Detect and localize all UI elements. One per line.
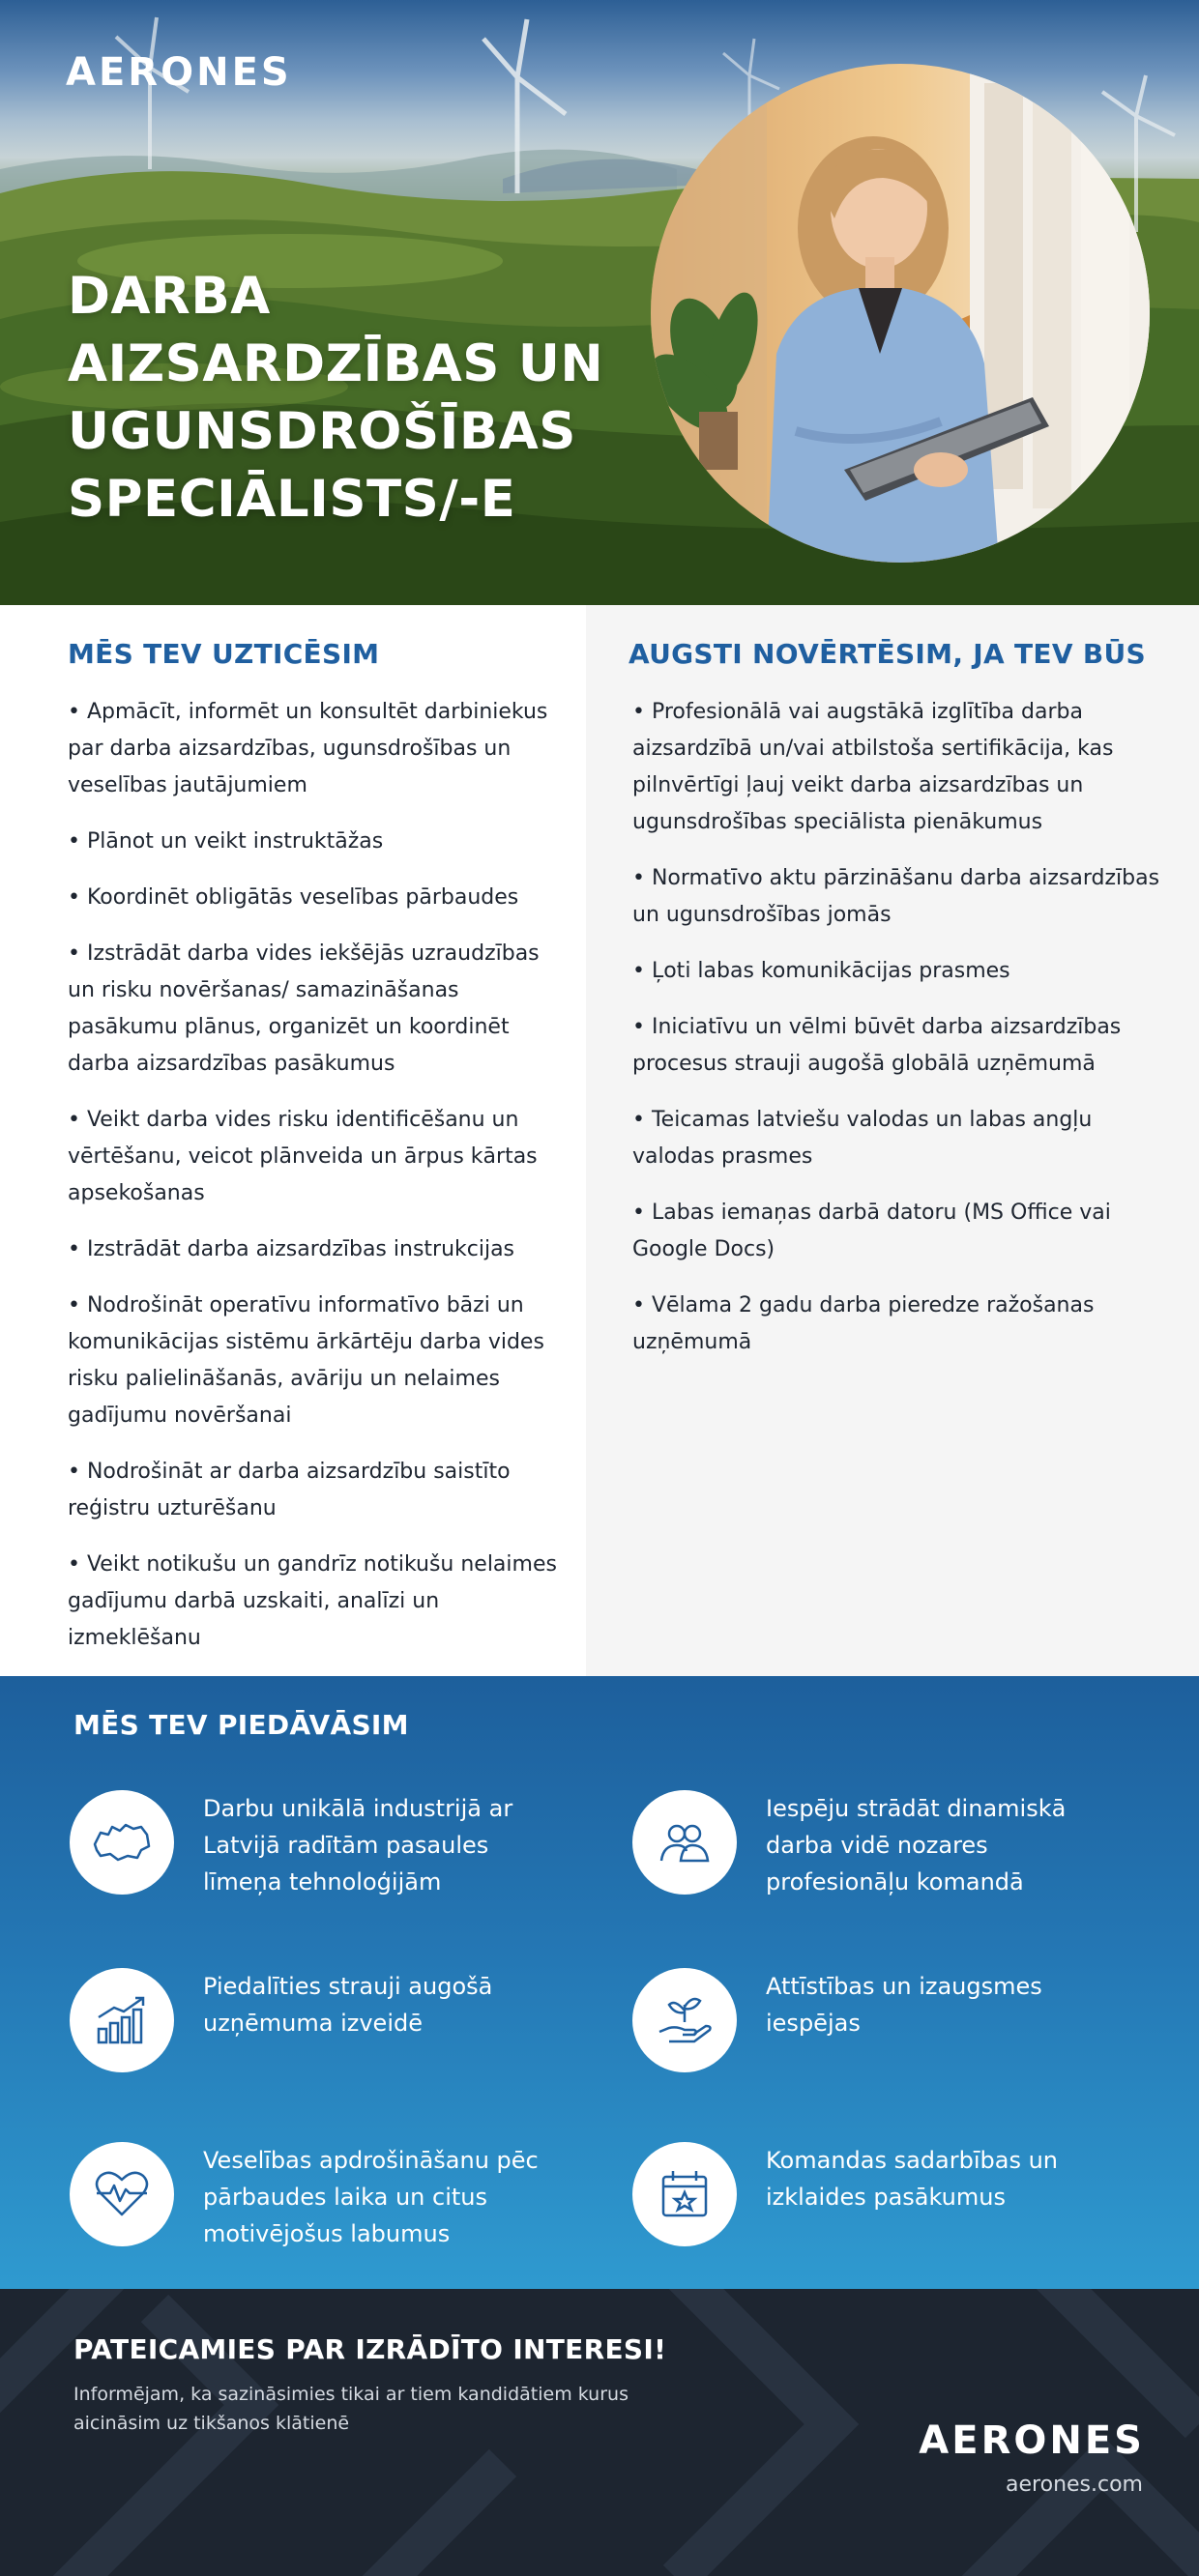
benefit-text: Iespēju strādāt dinamiskā darba vidē nozares profesionāļu komandā <box>766 1795 1067 1896</box>
requirements-heading: AUGSTI NOVĒRTĒSIM, JA TEV BŪS <box>629 638 1147 670</box>
benefit-item <box>70 1968 572 2074</box>
benefit-item <box>632 1790 1135 1896</box>
job-title-line: DARBA <box>68 267 271 326</box>
list-item: • Nodrošināt ar darba aizsardzību saistīto reģistru uzturēšanu <box>68 1460 511 1520</box>
job-title-line: SPECIĀLISTS/-E <box>68 470 516 529</box>
footer <box>0 2289 1199 2576</box>
growth-chart-icon <box>70 1968 174 2072</box>
job-title-line: AIZSARDZĪBAS UN <box>68 334 604 393</box>
heart-pulse-icon <box>70 2142 174 2246</box>
list-item: • Apmācīt, informēt un konsultēt darbiniekus par darba aizsardzības, ugunsdrošības un veselības jautājumiem <box>68 700 548 797</box>
job-details <box>0 605 1199 1676</box>
list-item: • Izstrādāt darba vides iekšējās uzraudzības un risku novēršanas/ samazināšanas pasākumu plānus, organizēt un koordinēt darba aizsardzības pasākumus <box>68 941 540 1076</box>
footer-heading: PATEICAMIES PAR IZRĀDĪTO INTERESI! <box>73 2333 667 2365</box>
list-item: • Normatīvo aktu pārzināšanu darba aizsardzības un ugunsdrošības jomās <box>632 866 1160 927</box>
list-item: • Iniciatīvu un vēlmi būvēt darba aizsardzības procesus strauji augošā globālā uzņēmumā <box>632 1015 1122 1076</box>
benefit-item <box>632 1968 1135 2074</box>
list-item: • Labas iemaņas darbā datoru (MS Office vai Google Docs) <box>632 1201 1111 1261</box>
benefit-text: Veselības apdrošināšanu pēc pārbaudes laika un citus motivējošus labumus <box>203 2147 539 2247</box>
list-item: • Ļoti labas komunikācijas prasmes <box>632 959 1010 983</box>
requirements-list <box>632 694 1174 1380</box>
job-title-line: UGUNSDROŠĪBAS <box>68 402 576 461</box>
responsibilities-heading: MĒS TEV UZTICĒSIM <box>68 638 380 670</box>
responsibilities-list <box>68 694 570 1676</box>
plant-hand-icon <box>632 1968 737 2072</box>
calendar-star-icon <box>632 2142 737 2246</box>
list-item: • Plānot un veikt instruktāžas <box>68 829 384 854</box>
list-item: • Nodrošināt operatīvu informatīvo bāzi un komunikācijas sistēmu ārkārtēju darba vides risku palielināšanās, avāriju un nelaimes gadījumu novēršanai <box>68 1293 544 1428</box>
benefit-item <box>70 2142 572 2248</box>
website-link[interactable]: aerones.com <box>1006 2473 1143 2497</box>
responsibilities-column <box>0 605 586 1676</box>
benefit-text: Attīstības un izaugsmes iespējas <box>766 1973 1042 2037</box>
benefit-text: Piedalīties strauji augošā uzņēmuma izveidē <box>203 1973 493 2037</box>
benefit-item <box>632 2142 1135 2248</box>
list-item: • Izstrādāt darba aizsardzības instrukcijas <box>68 1237 515 1261</box>
list-item: • Veikt darba vides risku identificēšanu un vērtēšanu, veicot plānveida un ārpus kārtas apsekošanas <box>68 1108 538 1205</box>
benefit-text: Darbu unikālā industrijā ar Latvijā radītām pasaules līmeņa tehnoloģijām <box>203 1795 513 1896</box>
list-item: • Profesionālā vai augstākā izglītība darba aizsardzībā un/vai atbilstoša sertifikācija, kas pilnvērtīgi ļauj veikt darba aizsardzības un ugunsdrošības speciālista pienākumus <box>632 700 1114 834</box>
employee-photo <box>651 64 1150 563</box>
list-item: • Teicamas latviešu valodas un labas angļu valodas prasmes <box>632 1108 1093 1169</box>
benefit-text: Komandas sadarbības un izklaides pasākumus <box>766 2147 1059 2211</box>
latvia-map-icon <box>70 1790 174 1895</box>
list-item: • Veikt notikušu un gandrīz notikušu nelaimes gadījumu darbā uzskaiti, analīzi un izmeklēšanu <box>68 1552 557 1650</box>
list-item: • Vēlama 2 gadu darba pieredze ražošanas uzņēmumā <box>632 1293 1095 1354</box>
footer-note: Informējam, ka sazināsimies tikai ar tiem kandidātiem kurus aicināsim uz tikšanos klātienē <box>73 2384 629 2434</box>
job-title <box>68 263 648 534</box>
benefit-item <box>70 1790 572 1896</box>
team-icon <box>632 1790 737 1895</box>
aerones-logo: AERONES <box>919 2418 1145 2463</box>
list-item: • Koordinēt obligātās veselības pārbaudes <box>68 885 519 910</box>
benefits-heading: MĒS TEV PIEDĀVĀSIM <box>73 1709 409 1741</box>
benefits-section <box>0 1676 1199 2289</box>
aerones-logo: AERONES <box>66 50 292 95</box>
requirements-column <box>586 605 1199 1676</box>
hero-banner <box>0 0 1199 605</box>
